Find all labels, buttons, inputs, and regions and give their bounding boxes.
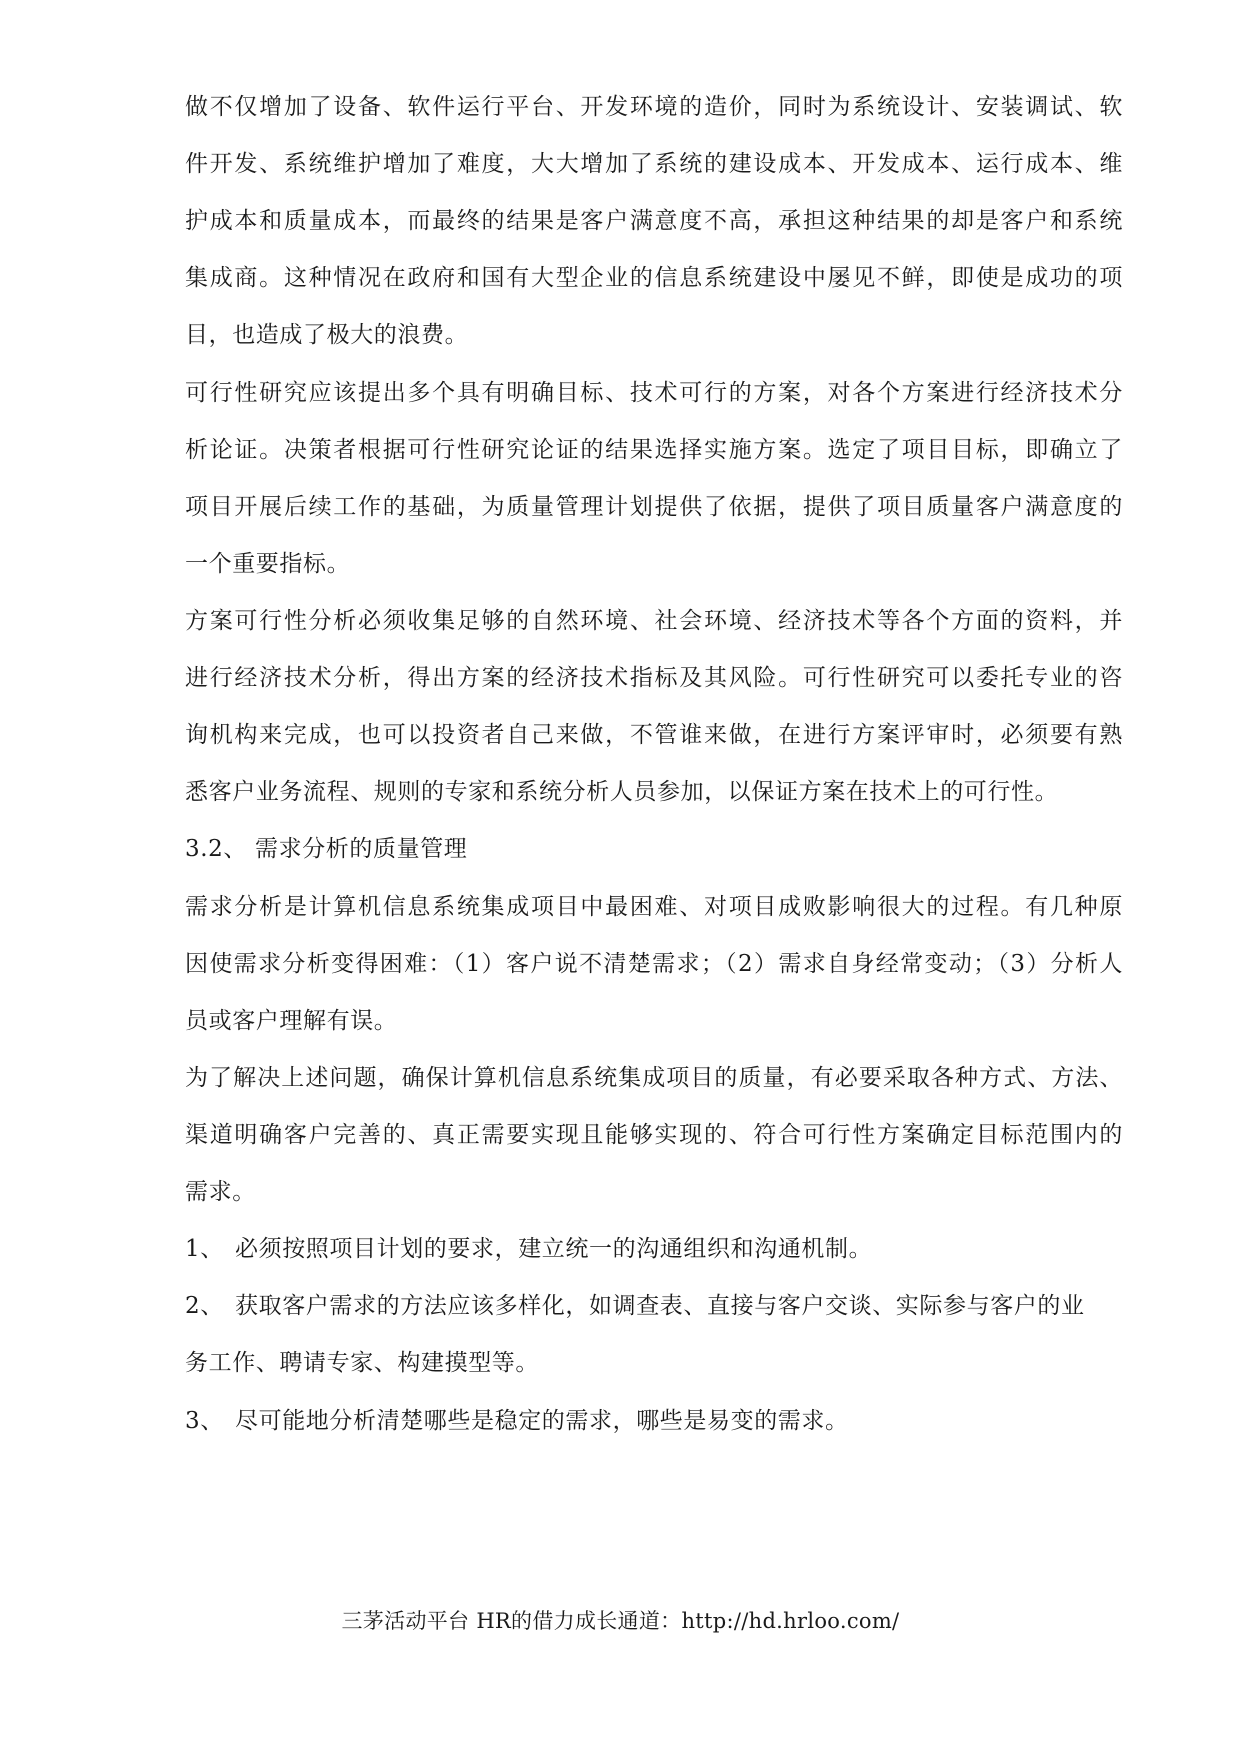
section-number: 3.2、 [185,836,247,862]
paragraph-4-line-2: 因使需求分析变得困难：（1）客户说不清楚需求；（2）需求自身经常变动；（3）分析人 [185,951,1123,977]
paragraph-3-line-1: 方案可行性分析必须收集足够的自然环境、社会环境、经济技术等各个方面的资料，并 [185,608,1123,634]
paragraph-3-line-2: 进行经济技术分析，得出方案的经济技术指标及其风险。可行性研究可以委托专业的咨 [185,665,1123,691]
list-item-number: 2、 [185,1293,224,1319]
paragraph-3-line-4: 悉客户业务流程、规则的专家和系统分析人员参加，以保证方案在技术上的可行性。 [185,779,1059,805]
page-footer: 三茅活动平台 HR的借力成长通道：http://hd.hrloo.com/ [341,1609,900,1633]
list-item-number: 1、 [185,1236,224,1262]
paragraph-4-line-3: 员或客户理解有误。 [185,1008,398,1034]
paragraph-2-line-4: 一个重要指标。 [185,551,351,577]
list-item [185,1406,849,1436]
paragraph-1-line-1: 做不仅增加了设备、软件运行平台、开发环境的造价，同时为系统设计、安装调试、软 [185,94,1123,120]
paragraph-4-line-1: 需求分析是计算机信息系统集成项目中最困难、对项目成败影响很大的过程。有几种原 [185,894,1123,920]
paragraph-1-line-4: 集成商。这种情况在政府和国有大型企业的信息系统建设中屡见不鲜，即使是成功的项 [185,265,1123,291]
list-item-continuation: 务工作、聘请专家、构建摸型等。 [185,1350,539,1376]
section-title: 需求分析的质量管理 [255,836,468,862]
section-heading [185,834,467,864]
list-item-number: 3、 [185,1408,224,1434]
paragraph-1-line-2: 件开发、系统维护增加了难度，大大增加了系统的建设成本、开发成本、运行成本、维 [185,151,1123,177]
paragraph-2-line-3: 项目开展后续工作的基础，为质量管理计划提供了依据，提供了项目质量客户满意度的 [185,494,1123,520]
paragraph-2-line-2: 析论证。决策者根据可行性研究论证的结果选择实施方案。选定了项目目标，即确立了 [185,437,1123,463]
list-item-text: 尽可能地分析清楚哪些是稳定的需求，哪些是易变的需求。 [235,1408,849,1434]
paragraph-5-line-2: 渠道明确客户完善的、真正需要实现且能够实现的、符合可行性方案确定目标范围内的 [185,1122,1123,1148]
paragraph-5-line-1: 为了解决上述问题，确保计算机信息系统集成项目的质量，有必要采取各种方式、方法、 [185,1065,1123,1091]
paragraph-5-line-3: 需求。 [185,1179,256,1205]
paragraph-2-line-1: 可行性研究应该提出多个具有明确目标、技术可行的方案，对各个方案进行经济技术分 [185,380,1123,406]
paragraph-3-line-3: 询机构来完成，也可以投资者自己来做，不管谁来做，在进行方案评审时，必须要有熟 [185,722,1123,748]
list-item [185,1234,872,1264]
paragraph-1-line-3: 护成本和质量成本，而最终的结果是客户满意度不高，承担这种结果的却是客户和系统 [185,208,1123,234]
paragraph-1-line-5: 目，也造成了极大的浪费。 [185,322,469,348]
list-item-text: 获取客户需求的方法应该多样化，如调查表、直接与客户交谈、实际参与客户的业 [235,1293,1085,1319]
list-item [185,1291,1085,1321]
list-item-text: 必须按照项目计划的要求，建立统一的沟通组织和沟通机制。 [235,1236,873,1262]
